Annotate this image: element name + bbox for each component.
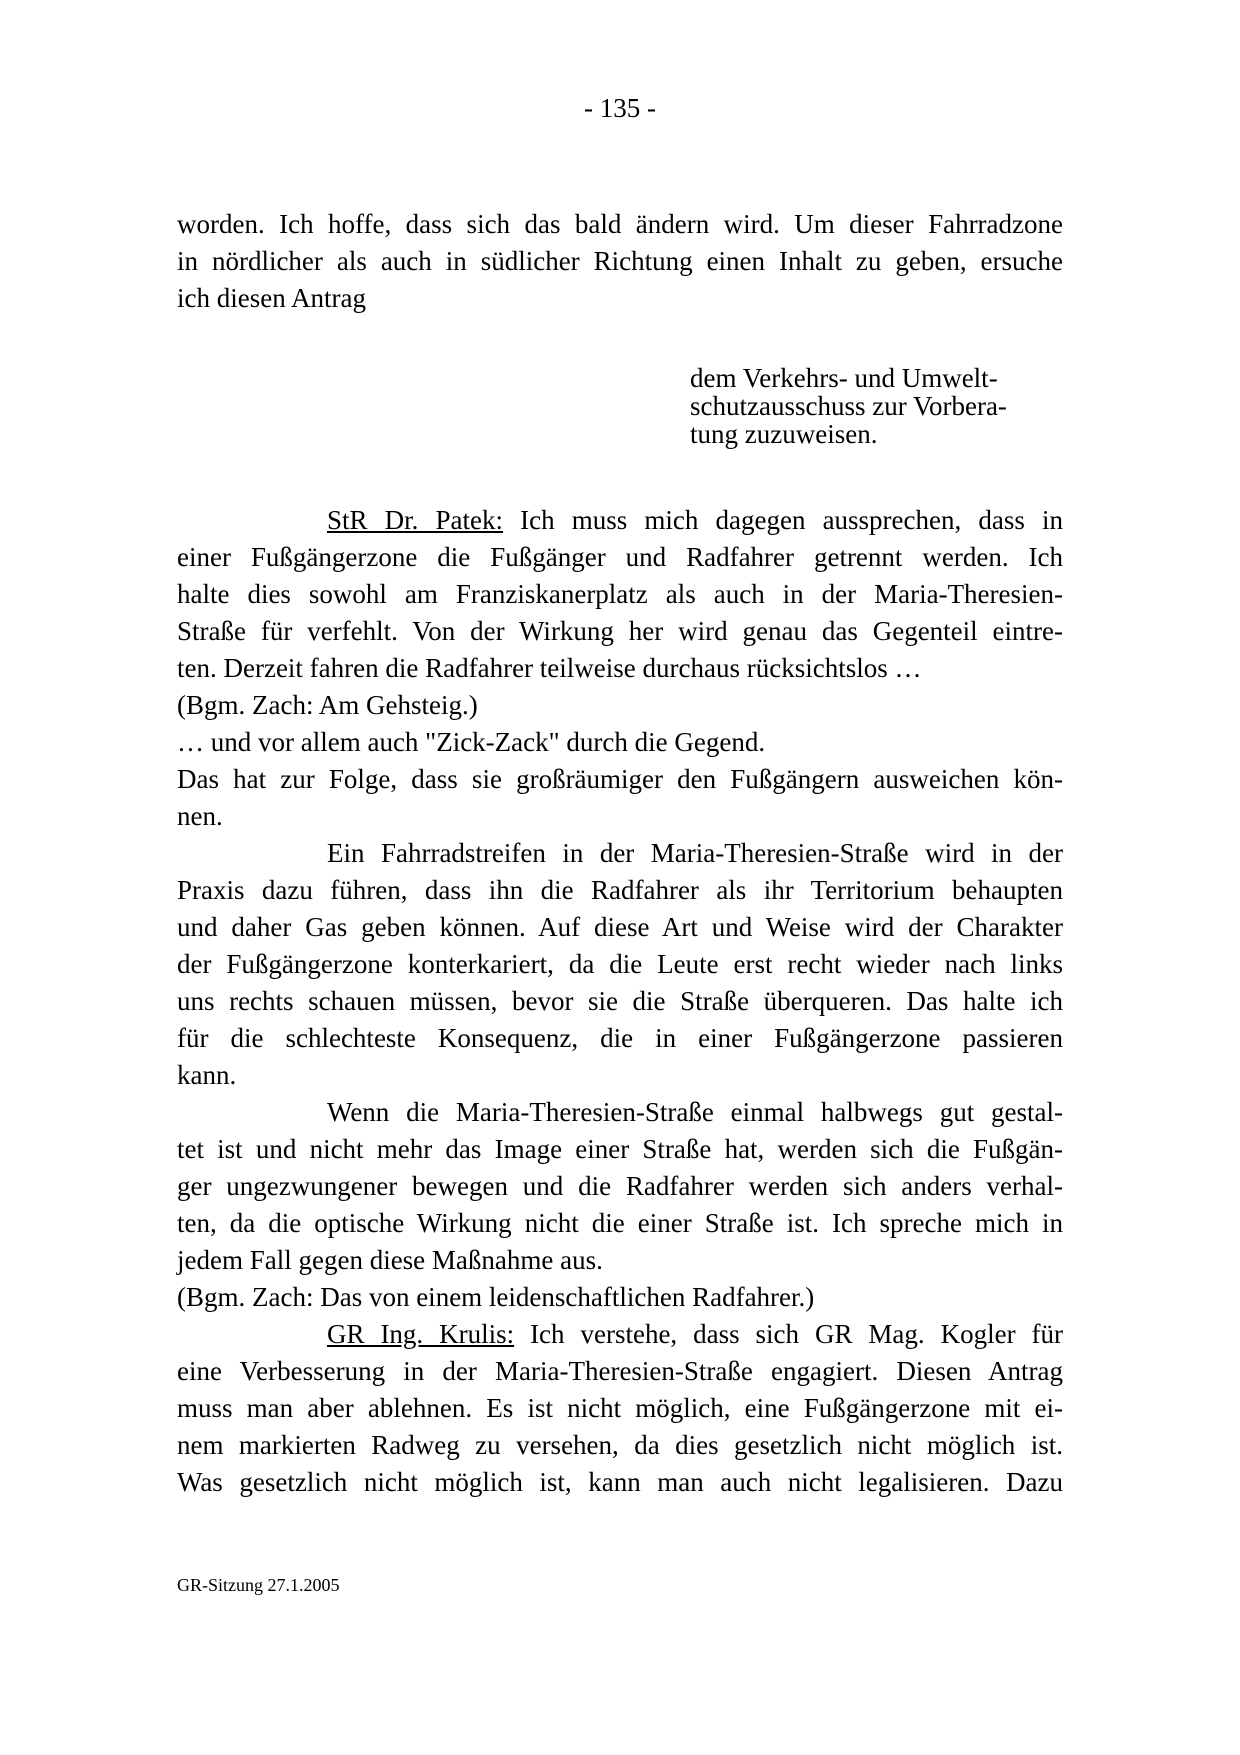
text-line: ger ungezwungener bewegen und die Radfahrer werden sich anders verhal-	[177, 1171, 1063, 1201]
speaker-name: GR Ing. Krulis:	[327, 1319, 515, 1349]
motion-line: schutzausschuss zur Vorbera-	[690, 391, 1007, 421]
speech-text: Ein Fahrradstreifen in der Maria-Theresien-Straße wird in der	[327, 838, 1063, 868]
footer-session-date: GR-Sitzung 27.1.2005	[177, 1575, 340, 1595]
interjection: (Bgm. Zach: Am Gehsteig.)	[177, 690, 478, 720]
paragraph-opening	[177, 1094, 1063, 1131]
interjection: (Bgm. Zach: Das von einem leidenschaftlichen Radfahrer.)	[177, 1282, 815, 1312]
text-line: ten. Derzeit fahren die Radfahrer teilweise durchaus rücksichtslos …	[177, 653, 922, 683]
text-line: eine Verbesserung in der Maria-Theresien-Straße engagiert. Diesen Antrag	[177, 1356, 1063, 1386]
text-line: und daher Gas geben können. Auf diese Art und Weise wird der Charakter	[177, 912, 1063, 942]
text-line: ten, da die optische Wirkung nicht die einer Straße ist. Ich spreche mich in	[177, 1208, 1063, 1238]
speech-opening-krulis	[177, 1316, 1063, 1353]
speech-opening-patek	[177, 502, 1063, 539]
page-number: - 135 -	[584, 93, 656, 123]
speech-text: Ich muss mich dagegen aussprechen, dass in	[520, 505, 1064, 535]
text-line: worden. Ich hoffe, dass sich das bald ändern wird. Um dieser Fahrradzone	[177, 209, 1063, 239]
text-line: ich diesen Antrag	[177, 283, 366, 313]
text-line: Das hat zur Folge, dass sie großräumiger den Fußgängern ausweichen kön-	[177, 764, 1063, 794]
speech-text: Wenn die Maria-Theresien-Straße einmal halbwegs gut gestal-	[327, 1097, 1063, 1127]
motion-text	[690, 364, 1070, 448]
text-line: Straße für verfehlt. Von der Wirkung her wird genau das Gegenteil eintre-	[177, 616, 1063, 646]
text-line: jedem Fall gegen diese Maßnahme aus.	[177, 1245, 603, 1275]
text-line: Was gesetzlich nicht möglich ist, kann man auch nicht legalisieren. Dazu	[177, 1467, 1063, 1497]
text-line: nem markierten Radweg zu versehen, da dies gesetzlich nicht möglich ist.	[177, 1430, 1063, 1460]
text-line: … und vor allem auch "Zick-Zack" durch die Gegend.	[177, 727, 766, 757]
paragraph-opening	[177, 835, 1063, 872]
intro-paragraph	[177, 206, 1063, 317]
text-line: einer Fußgängerzone die Fußgänger und Radfahrer getrennt werden. Ich	[177, 542, 1063, 572]
text-line: uns rechts schauen müssen, bevor sie die Straße überqueren. Das halte ich	[177, 986, 1063, 1016]
debate-section	[177, 502, 1063, 1501]
speaker-name: StR Dr. Patek:	[327, 505, 504, 535]
text-line: halte dies sowohl am Franziskanerplatz als auch in der Maria-Theresien-	[177, 579, 1063, 609]
text-line: für die schlechteste Konsequenz, die in einer Fußgängerzone passieren	[177, 1023, 1063, 1053]
text-line: kann.	[177, 1060, 237, 1090]
text-line: der Fußgängerzone konterkariert, da die Leute erst recht wieder nach links	[177, 949, 1063, 979]
text-line: in nördlicher als auch in südlicher Richtung einen Inhalt zu geben, ersuche	[177, 246, 1063, 276]
text-line: tet ist und nicht mehr das Image einer Straße hat, werden sich die Fußgän-	[177, 1134, 1063, 1164]
text-line: muss man aber ablehnen. Es ist nicht möglich, eine Fußgängerzone mit ei-	[177, 1393, 1063, 1423]
text-line: nen.	[177, 801, 223, 831]
motion-line: dem Verkehrs- und Umwelt-	[690, 363, 998, 393]
motion-line: tung zuzuweisen.	[690, 419, 878, 449]
text-line: Praxis dazu führen, dass ihn die Radfahrer als ihr Territorium behaupten	[177, 875, 1063, 905]
speech-text: Ich verstehe, dass sich GR Mag. Kogler für	[530, 1319, 1063, 1349]
